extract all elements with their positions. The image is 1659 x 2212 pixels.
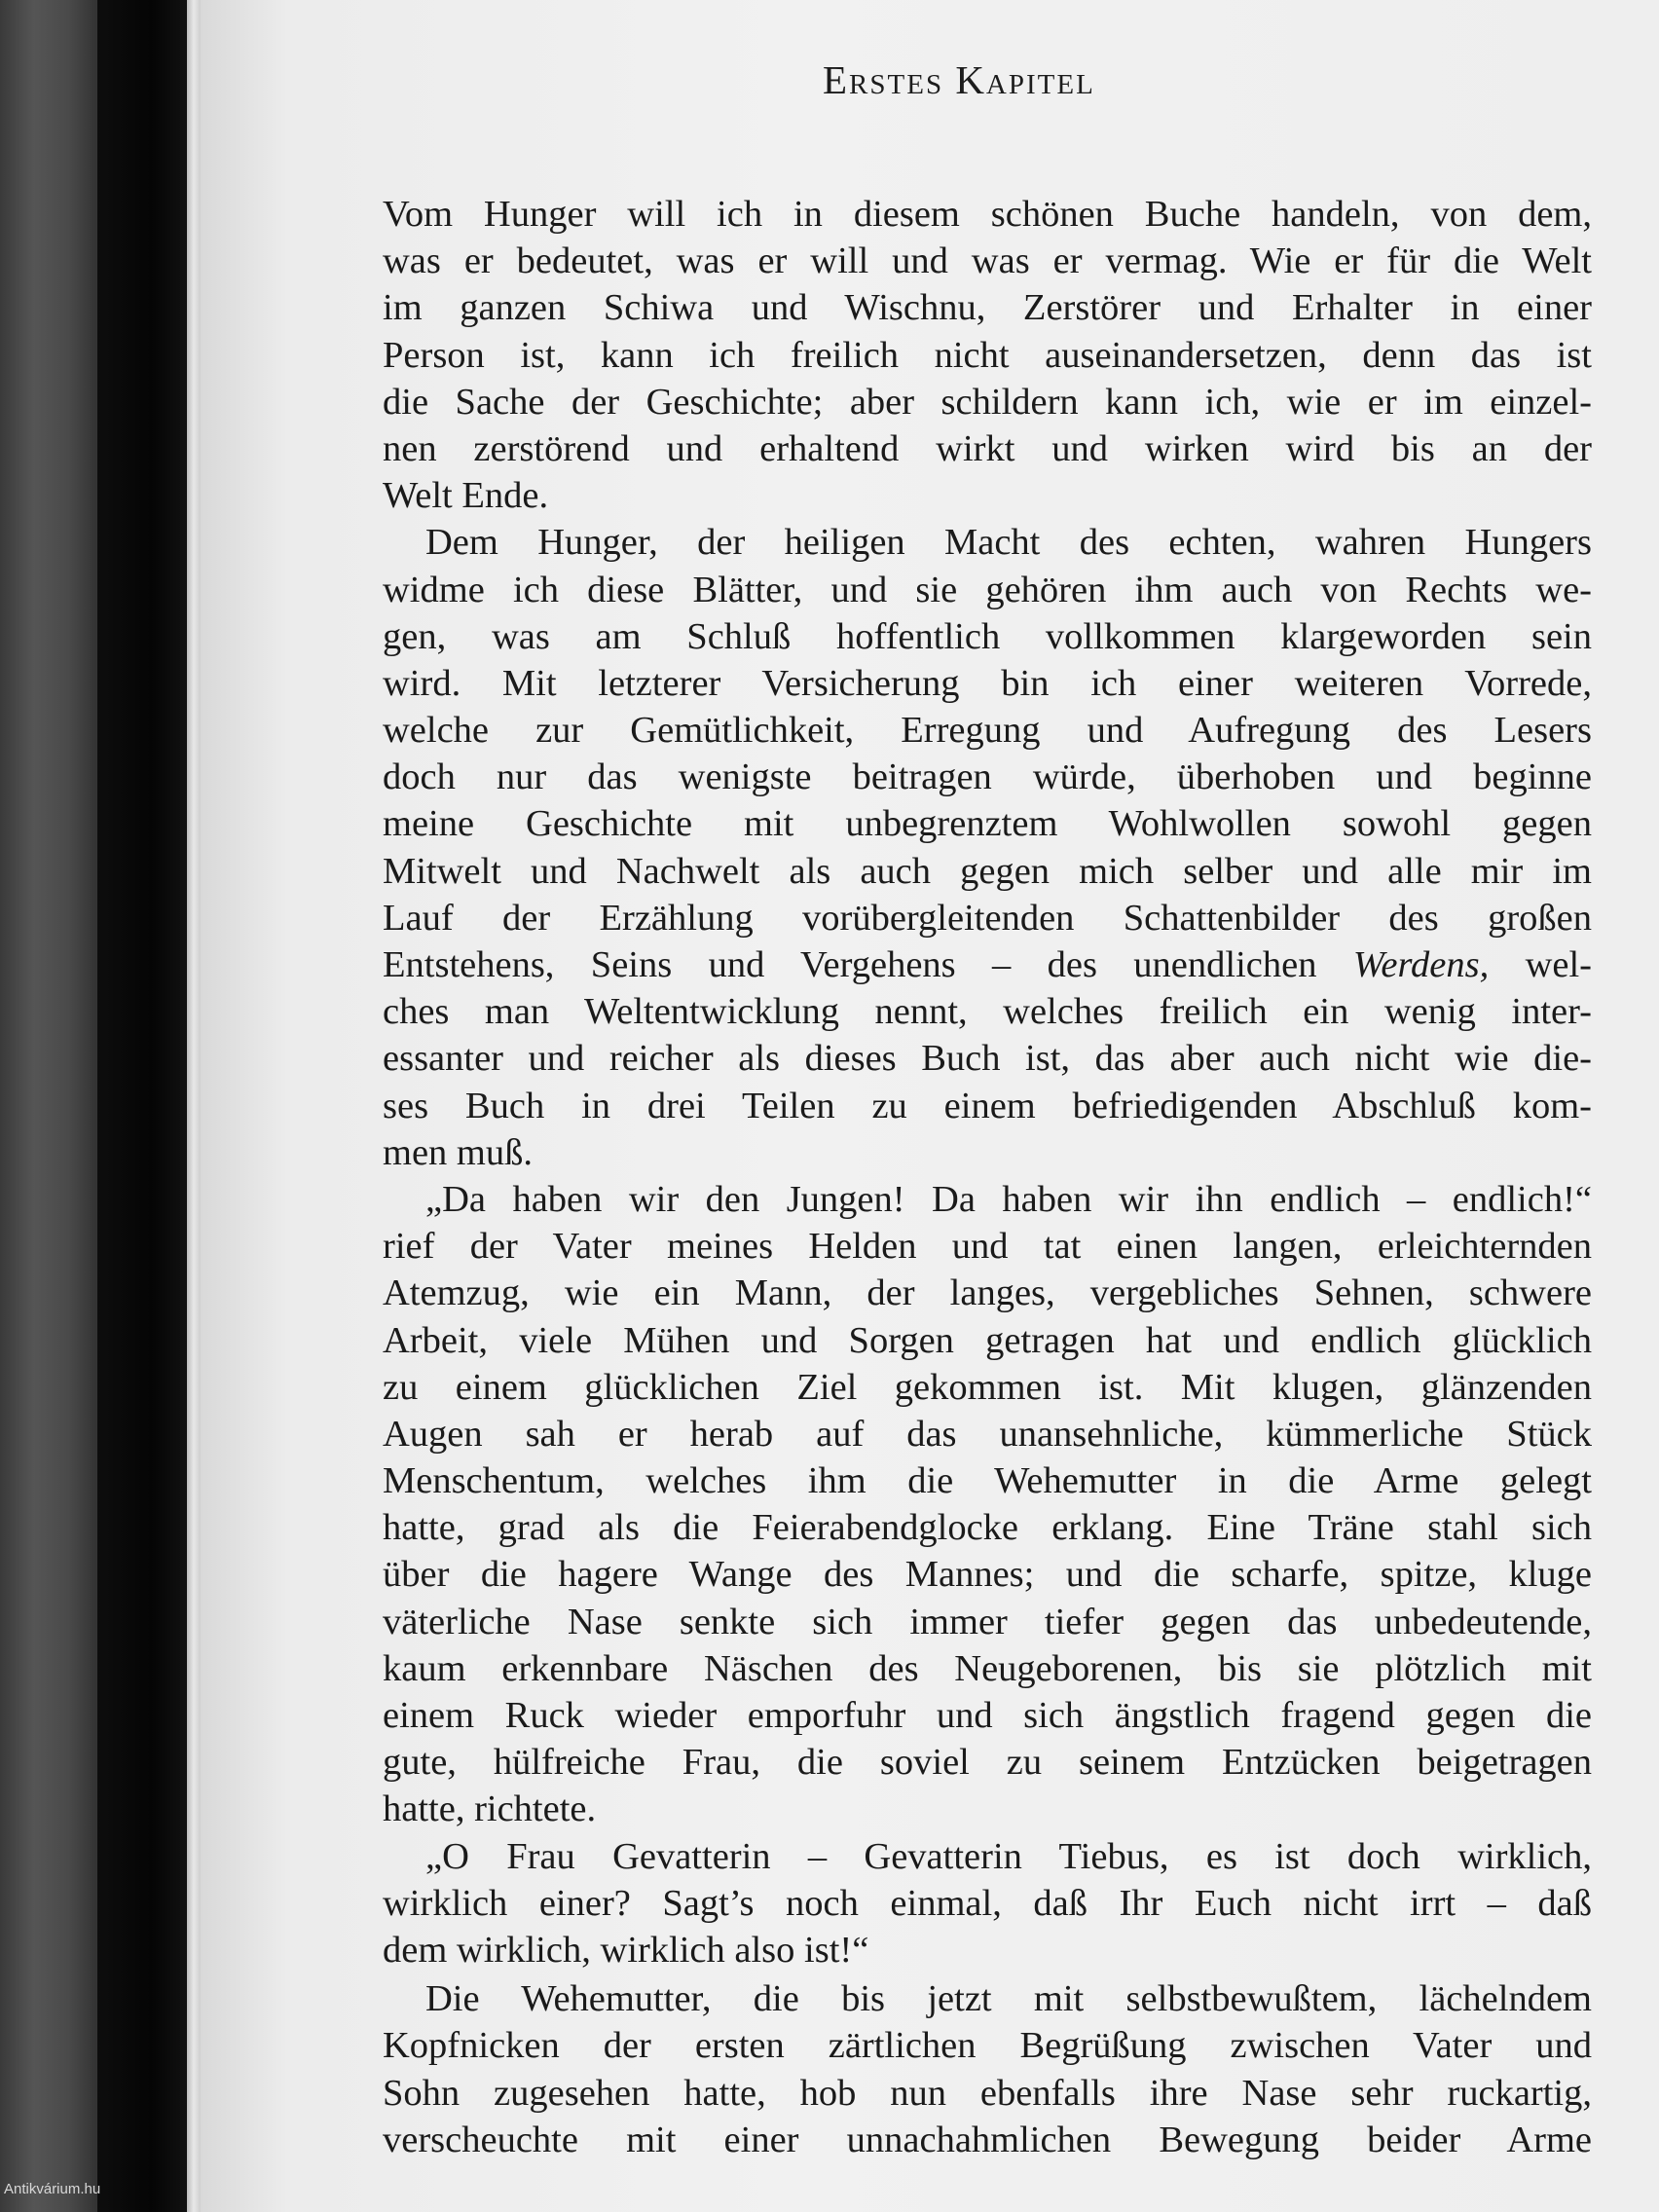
text-line: kaum erkennbare Näschen des Neugeborenen, bis sie plötzlich mit bbox=[383, 1647, 1592, 1689]
text-line-italic bbox=[383, 941, 1592, 988]
text-line: Sohn zugesehen hatte, hob nun ebenfalls ihre Nase sehr ruckartig, bbox=[383, 2072, 1592, 2114]
text-line: rief der Vater meines Helden und tat einen langen, erleichternden bbox=[383, 1226, 1592, 1268]
paragraph-1 bbox=[383, 191, 1592, 519]
book-spine bbox=[97, 0, 187, 2212]
text-line: ses Buch in drei Teilen zu einem befriedigenden Abschluß kom- bbox=[383, 1085, 1592, 1126]
text-line: welche zur Gemütlichkeit, Erregung und Aufregung des Lesers bbox=[383, 710, 1592, 752]
text-line: die Sache der Geschichte; aber schildern kann ich, wie er im einzel- bbox=[383, 381, 1592, 423]
text-line: meine Geschichte mit unbegrenztem Wohlwollen sowohl gegen bbox=[383, 803, 1592, 845]
chapter-heading: Erstes Kapitel bbox=[823, 57, 1095, 102]
text-line: widme ich diese Blätter, und sie gehören ihm auch von Rechts we- bbox=[383, 569, 1592, 610]
text-segment: wel- bbox=[1489, 944, 1592, 985]
watermark: Antikvárium.hu bbox=[4, 2181, 101, 2197]
text-line: Vom Hunger will ich in diesem schönen Buche handeln, von dem, bbox=[383, 194, 1592, 235]
text-line: Lauf der Erzählung vorübergleitenden Schattenbilder des großen bbox=[383, 897, 1592, 939]
text-line: einem Ruck wieder emporfuhr und sich ängstlich fragend gegen die bbox=[383, 1695, 1592, 1736]
text-line: wirklich einer? Sagt’s noch einmal, daß Ihr Euch nicht irrt – daß bbox=[383, 1882, 1592, 1924]
background-surface bbox=[0, 0, 97, 2212]
text-line: Atemzug, wie ein Mann, der langes, vergebliches Sehnen, schwere bbox=[383, 1272, 1592, 1314]
text-line: essanter und reicher als dieses Buch ist, das aber auch nicht wie die- bbox=[383, 1038, 1592, 1080]
text-line: Mitwelt und Nachwelt als auch gegen mich selber und alle mir im bbox=[383, 850, 1592, 892]
text-line: gen, was am Schluß hoffentlich vollkommen klargeworden sein bbox=[383, 615, 1592, 657]
text-line: Welt Ende. bbox=[383, 475, 549, 517]
text-line: men muß. bbox=[383, 1131, 533, 1173]
text-line: wird. Mit letzterer Versicherung bin ich einer weiteren Vorrede, bbox=[383, 662, 1592, 704]
text-line: väterliche Nase senkte sich immer tiefer gegen das unbedeutende, bbox=[383, 1601, 1592, 1642]
text-line: Dem Hunger, der heiligen Macht des echten, wahren Hungers bbox=[425, 522, 1592, 564]
italic-word: Werdens, bbox=[1352, 944, 1490, 985]
text-segment: Entstehens, Seins und Vergehens – des unendlichen bbox=[383, 944, 1353, 985]
text-line: verscheuchte mit einer unnachahmlichen Bewegung beider Arme bbox=[383, 2119, 1592, 2160]
paragraph-4 bbox=[383, 1833, 1592, 1974]
text-line: Augen sah er herab auf das unansehnliche, kümmerliche Stück bbox=[383, 1413, 1592, 1455]
text-line: Die Wehemutter, die bis jetzt mit selbstbewußtem, lächelndem bbox=[425, 1978, 1592, 2020]
text-line: „Da haben wir den Jungen! Da haben wir ihn endlich – endlich!“ bbox=[425, 1178, 1592, 1220]
text-line: dem wirklich, wirklich also ist!“ bbox=[383, 1929, 869, 1971]
text-line: Person ist, kann ich freilich nicht auseinandersetzen, denn das ist bbox=[383, 334, 1592, 376]
text-line: zu einem glücklichen Ziel gekommen ist. Mit klugen, glänzenden bbox=[383, 1366, 1592, 1408]
page-edge bbox=[187, 0, 201, 2212]
text-line: was er bedeutet, was er will und was er vermag. Wie er für die Welt bbox=[383, 240, 1592, 282]
text-line: „O Frau Gevatterin – Gevatterin Tiebus, es ist doch wirklich, bbox=[425, 1835, 1592, 1877]
paragraph-5 bbox=[383, 1975, 1592, 2163]
text-line: im ganzen Schiwa und Wischnu, Zerstörer und Erhalter in einer bbox=[383, 287, 1592, 329]
body-text bbox=[383, 191, 1592, 2163]
text-line: Menschentum, welches ihm die Wehemutter in die Arme gelegt bbox=[383, 1460, 1592, 1502]
text-line: hatte, grad als die Feierabendglocke erklang. Eine Träne stahl sich bbox=[383, 1507, 1592, 1549]
text-line: Kopfnicken der ersten zärtlichen Begrüßung zwischen Vater und bbox=[383, 2025, 1592, 2067]
text-line: gute, hülfreiche Frau, die soviel zu seinem Entzücken beigetragen bbox=[383, 1742, 1592, 1784]
text-line: doch nur das wenigste beitragen würde, überhoben und beginne bbox=[383, 756, 1592, 798]
text-line: ches man Weltentwicklung nennt, welches freilich ein wenig inter- bbox=[383, 991, 1592, 1033]
paragraph-3 bbox=[383, 1176, 1592, 1833]
text-line: nen zerstörend und erhaltend wirkt und wirken wird bis an der bbox=[383, 427, 1592, 469]
text-line: hatte, richtete. bbox=[383, 1788, 597, 1830]
text-line: Arbeit, viele Mühen und Sorgen getragen hat und endlich glücklich bbox=[383, 1319, 1592, 1361]
text-line: über die hagere Wange des Mannes; und die scharfe, spitze, kluge bbox=[383, 1554, 1592, 1596]
paragraph-2 bbox=[383, 519, 1592, 1176]
